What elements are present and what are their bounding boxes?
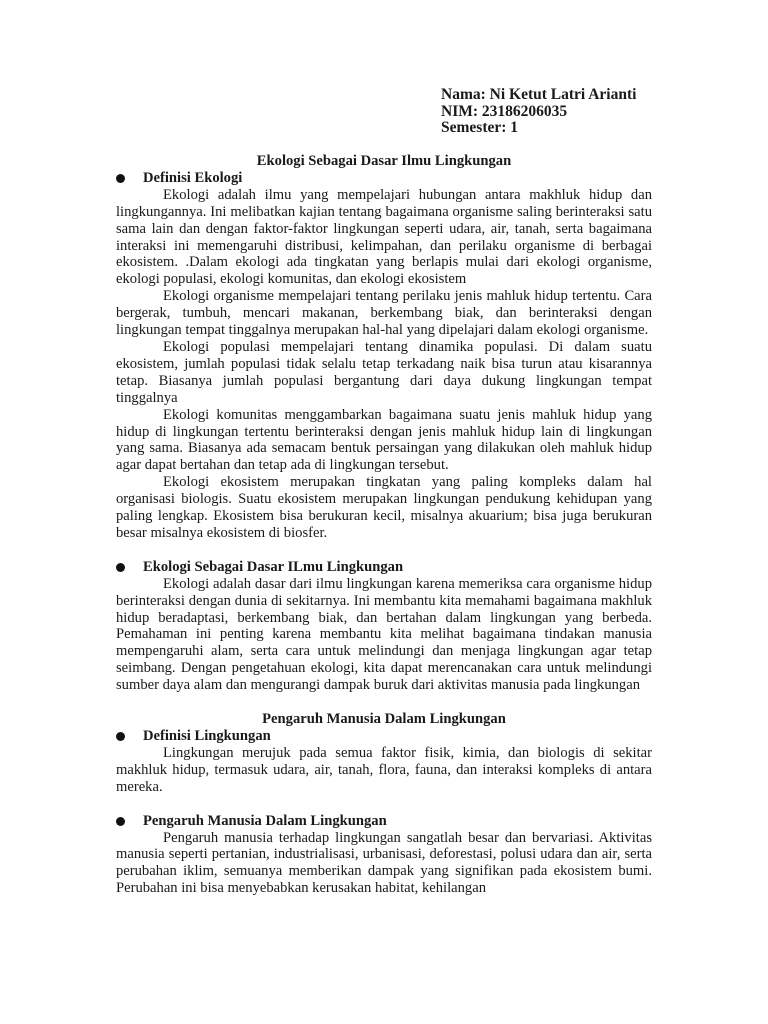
paragraph: Ekologi komunitas menggambarkan bagaimana suatu jenis mahluk hidup yang hidup di lingkungan tertentu berinteraksi dengan jenis mahluk hidup lain di lingkungan yang sama. Biasanya ada semacam bentuk persaingan yang dilakukan oleh mahluk hidup agar dapat bertahan dan tetap ada di lingkungan tersebut. [116, 406, 652, 474]
bullet-icon [116, 563, 125, 572]
section-title-ekologi: Ekologi Sebagai Dasar Ilmu Lingkungan [256, 153, 512, 169]
student-nim: NIM: 23186206035 [441, 102, 568, 120]
section-title-pengaruh: Pengaruh Manusia Dalam Lingkungan [262, 711, 506, 728]
paragraph: Ekologi ekosistem merupakan tingkatan yang paling kompleks dalam hal organisasi biologis. Suatu ekosistem merupakan lingkungan pendukung kehidupan yang paling lengkap. Ekosistem bisa berukuran kecil, misalnya akuarium; bisa juga berukuran besar misalnya ekosistem di biosfer. [116, 474, 652, 541]
student-semester: Semester: 1 [441, 119, 519, 136]
student-info [441, 87, 636, 137]
document-body [116, 153, 652, 897]
bullet-icon [116, 732, 125, 741]
bullet-icon [116, 174, 125, 183]
bullet-heading-ekologi-dasar: Ekologi Sebagai Dasar ILmu Lingkungan [116, 559, 652, 576]
paragraph: Ekologi populasi mempelajari tentang dinamika populasi. Di dalam suatu ekosistem, jumlah populasi tidak selalu tetap terkadang naik bisa turun atau kisarannya tetap. Biasanya jumlah populasi bergantung dari daya dukung lingkungan tempat tinggalnya [116, 338, 652, 406]
student-name: Nama: Ni Ketut Latri Arianti [441, 86, 637, 103]
bullet-heading-definisi-lingkungan: Definisi Lingkungan [116, 728, 652, 745]
bullet-heading-pengaruh-manusia: Pengaruh Manusia Dalam Lingkungan [116, 813, 652, 830]
paragraph: Pengaruh manusia terhadap lingkungan sangatlah besar dan bervariasi. Aktivitas manusia seperti pertanian, industrialisasi, urbanisasi, deforestasi, polusi udara dan air, serta perubahan iklim, semuanya memberikan dampak yang signifikan pada ekosistem bumi. Perubahan ini bisa menyebabkan kerusakan habitat, kehilangan [116, 829, 652, 897]
bullet-icon [116, 817, 125, 826]
paragraph: Ekologi adalah dasar dari ilmu lingkungan karena memeriksa cara organisme hidup berinteraksi dengan dunia di sekitarnya. Ini membantu kita memahami bagaimana makhluk hidup beradaptasi, berkembang biak, dan bertahan dalam lingkungan yang berbeda. Pemahaman ini penting karena membantu kita melihat bagaimana tindakan manusia mempengaruhi alam, serta cara untuk melindungi dan menjaga lingkungan agar tetap seimbang. Dengan pengetahuan ekologi, kita dapat merencanakan cara untuk melindungi sumber daya alam dan mengurangi dampak buruk dari aktivitas manusia pada lingkungan [116, 575, 652, 694]
paragraph: Lingkungan merujuk pada semua faktor fisik, kimia, dan biologis di sekitar makhluk hidup, termasuk udara, air, tanah, flora, fauna, dan interaksi kompleks di antara mereka. [116, 744, 652, 795]
paragraph: Ekologi adalah ilmu yang mempelajari hubungan antara makhluk hidup dan lingkungannya. Ini melibatkan kajian tentang bagaimana organisme saling berinteraksi satu sama lain dan dengan faktor-faktor lingkungan seperti udara, air, tanah, serta bagaimana interaksi ini memengaruhi distribusi, kelimpahan, dan perilaku organisme di berbagai ekosistem. .Dalam ekologi ada tingkatan yang berlapis mulai dari ekologi organisme, ekologi populasi, ekologi komunitas, dan ekologi ekosistem [116, 186, 652, 288]
paragraph: Ekologi organisme mempelajari tentang perilaku jenis mahluk hidup tertentu. Cara bergerak, tumbuh, mencari makanan, berkembang biak, dan berinteraksi dengan lingkungan tempat tinggalnya merupakan hal-hal yang dipelajari dalam ekologi organisme. [116, 288, 652, 339]
bullet-heading-definisi-ekologi: Definisi Ekologi [116, 170, 652, 187]
